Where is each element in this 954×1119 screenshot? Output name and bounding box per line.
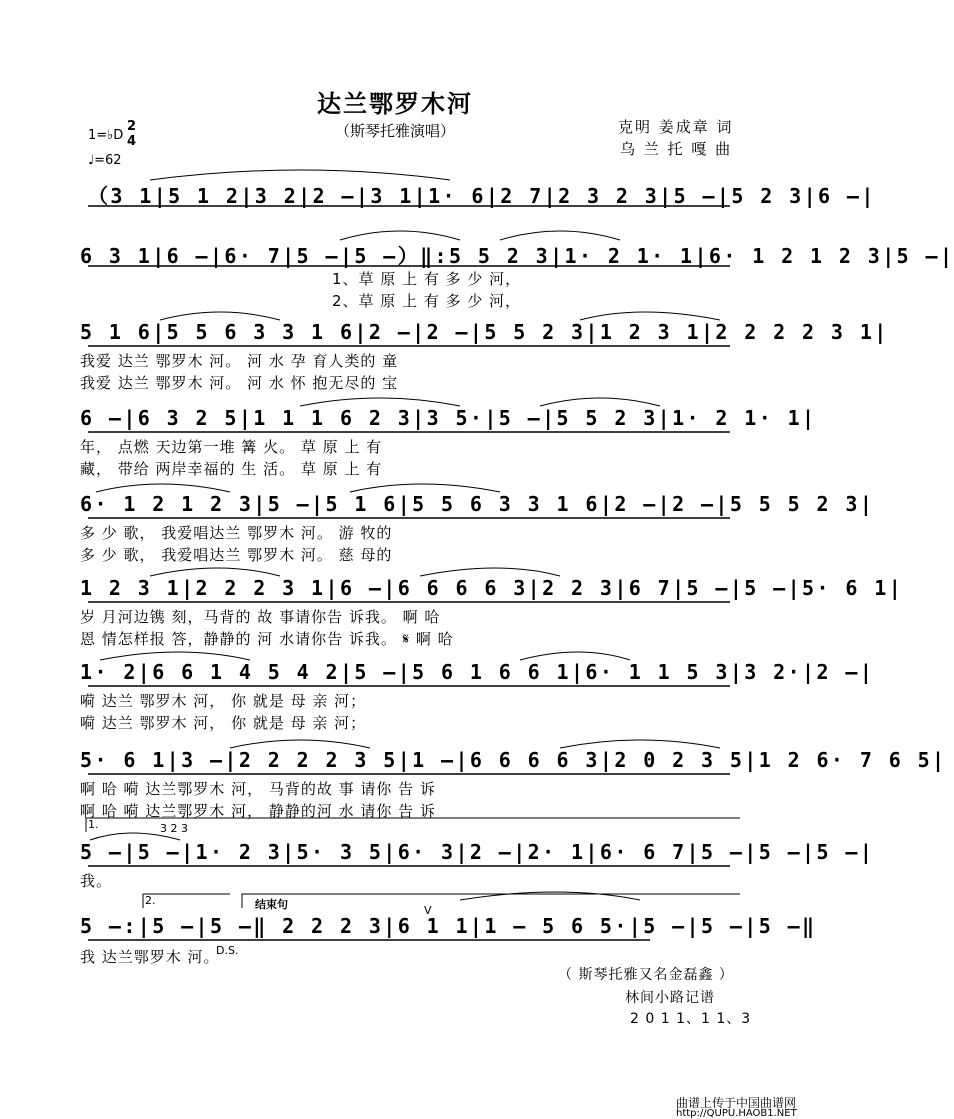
lyrics-verse2-line4: 多 少 歌， 我爱唱达兰 鄂罗木 河。 慈 母的 — [80, 546, 393, 564]
volta-2-label: 2. — [145, 894, 156, 907]
tempo-marking: ♩=62 — [88, 153, 122, 168]
transcriber-credit: 林间小路记谱 — [625, 990, 715, 1006]
ending-phrase-label: 结束句 — [255, 898, 288, 911]
upload-site-url: http://QUPU.HAOB1.NET — [676, 1108, 797, 1119]
score-system-2: 6 3 1|6 –|6· 7|5 –|5 –）‖:5 5 2 3|1· 2 1· 1|6· 1 2 1 2 3|5 –| — [80, 244, 954, 268]
lyrics-verse2-line1: 2、草 原 上 有 多 少 河， — [332, 292, 522, 310]
score-system-9: 5 –|5 –|1· 2 3|5· 3 5|6· 3|2 –|2· 1|6· 6 7|5 –|5 –|5 –| — [80, 840, 875, 864]
lyrics-verse1-line3: 年， 点燃 天边第一堆 篝 火。 草 原 上 有 — [80, 438, 383, 456]
breath-mark: V — [424, 904, 432, 917]
composer-credit: 乌 兰 托 嘎 曲 — [620, 140, 733, 158]
score-system-10: 5 –:|5 –|5 –‖ 2 2 2 3|6 1 1|1 – 5 6 5·|5 –|5 –|5 –‖ — [80, 914, 817, 938]
dal-segno-mark: D.S. — [216, 944, 239, 957]
score-system-1: （3 1|5 1 2|3 2|2 –|3 1|1· 6|2 7|2 3 2 3|5 –|5 2 3|6 –| — [88, 184, 876, 208]
volta-1-label: 1. — [88, 818, 99, 831]
lyrics-verse1-line4: 多 少 歌， 我爱唱达兰 鄂罗木 河。 游 牧的 — [80, 524, 393, 542]
lyrics-line8: 我。 — [80, 872, 113, 890]
lyrics-verse1-line1: 1、草 原 上 有 多 少 河， — [332, 270, 522, 288]
key-signature: 1=♭D — [88, 128, 124, 143]
performer-alias-note: （ 斯琴托雅又名金磊鑫 ） — [558, 967, 734, 983]
transcription-date: 2 0 1 1、1 1、3 — [630, 1011, 752, 1027]
lyrics-verse1-line7: 啊 哈 嗬 达兰鄂罗木 河， 马背的故 事 请你 告 诉 — [80, 780, 436, 798]
lyrics-verse2-line6: 嗬 达兰 鄂罗木 河， 你 就是 母 亲 河； — [80, 714, 367, 732]
score-system-8: 5· 6 1|3 –|2 2 2 2 3 5|1 –|6 6 6 6 3|2 0 2 3 5|1 2 6· 7 6 5| — [80, 748, 947, 772]
score-system-5: 6· 1 2 1 2 3|5 –|5 1 6|5 5 6 3 3 1 6|2 –|2 –|5 5 5 2 3| — [80, 492, 875, 516]
time-signature-bottom: 4 — [127, 134, 137, 149]
lyrics-verse2-line5: 恩 情怎样报 答，静静的 河 水请你告 诉我。 𝄋 啊 哈 — [80, 630, 454, 648]
score-system-4: 6 –|6 3 2 5|1 1 1 6 2 3|3 5·|5 –|5 5 2 3|1· 2 1· 1| — [80, 406, 817, 430]
score-system-6: 1 2 3 1|2 2 2 3 1|6 –|6 6 6 6 3|2 2 3|6 7|5 –|5 –|5· 6 1| — [80, 576, 904, 600]
upload-site-note: 曲谱上传于中国曲谱网 — [676, 1096, 797, 1110]
score-system-3: 5 1 6|5 5 6 3 3 1 6|2 –|2 –|5 5 2 3|1 2 3 1|2 2 2 2 3 1| — [80, 320, 889, 344]
score-system-7: 1· 2|6 6 1 4 5 4 2|5 –|5 6 1 6 6 1|6· 1 1 5 3|3 2·|2 –| — [80, 660, 875, 684]
lyrics-verse2-line3: 藏， 带给 两岸幸福的 生 活。 草 原 上 有 — [80, 460, 383, 478]
lyrics-verse1-line5: 岁 月河边镌 刻，马背的 故 事请你告 诉我。 啊 哈 — [80, 608, 441, 626]
lyricist-credit: 克明 姜成章 词 — [618, 118, 734, 136]
performer-subtitle: （斯琴托雅演唱） — [334, 122, 455, 140]
lyrics-verse1-line2: 我爱 达兰 鄂罗木 河。 河 水 孕 育人类的 童 — [80, 352, 399, 370]
song-title: 达兰鄂罗木河 — [317, 90, 473, 118]
lyrics-line9: 我 达兰鄂罗木 河。 — [80, 948, 220, 966]
lyrics-verse2-line7: 啊 哈 嗬 达兰鄂罗木 河， 静静的河 水 请你 告 诉 — [80, 802, 436, 820]
lyrics-verse1-line6: 嗬 达兰 鄂罗木 河， 你 就是 母 亲 河； — [80, 692, 367, 710]
grace-notes-323: 3 2 3 — [160, 822, 188, 835]
time-signature-top: 2 — [127, 119, 137, 134]
lyrics-verse2-line2: 我爱 达兰 鄂罗木 河。 河 水 怀 抱无尽的 宝 — [80, 374, 399, 392]
